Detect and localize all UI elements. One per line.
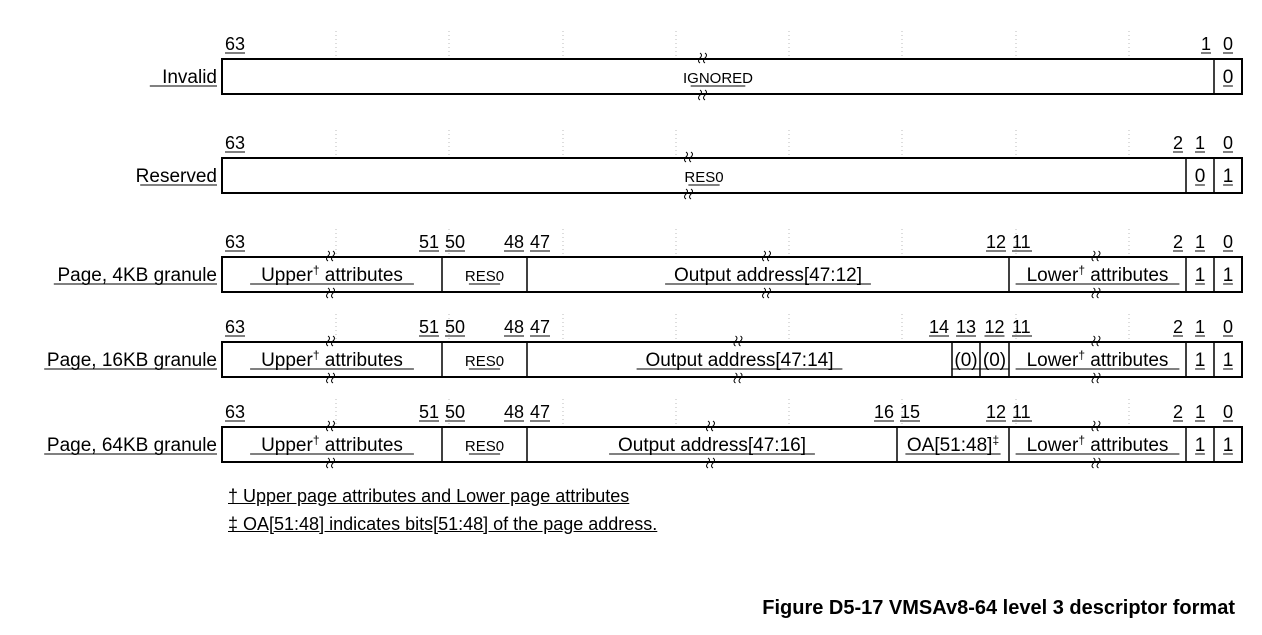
field xyxy=(1195,265,1206,286)
bit-number: 63 xyxy=(225,133,246,153)
field-label: Upper† attributes xyxy=(261,263,403,286)
field-label: IGNORED xyxy=(682,70,754,87)
field-label: 1 xyxy=(1222,166,1234,187)
bit-number: 11 xyxy=(1012,317,1031,337)
bit-number: 2 xyxy=(1172,317,1183,337)
register-row xyxy=(150,31,1242,100)
bit-number: 2 xyxy=(1172,232,1183,252)
bit-number: 11 xyxy=(1012,232,1031,252)
bit-number: 16 xyxy=(873,402,894,422)
bit-number: 1 xyxy=(1194,317,1206,337)
row-label: Page, 4KB granule xyxy=(57,265,217,286)
field-label: 0 xyxy=(1194,166,1206,187)
field-label: (0) xyxy=(982,350,1007,371)
field-label: Output address[47:16] xyxy=(617,435,807,456)
field-label: RES0 xyxy=(464,268,505,285)
bit-number: 12 xyxy=(984,317,1005,337)
field-label: 1 xyxy=(1222,435,1234,456)
field xyxy=(1195,435,1206,456)
field-label: 1 xyxy=(1194,265,1206,286)
bit-number: 48 xyxy=(503,317,524,337)
bit-number: 15 xyxy=(900,402,921,422)
field xyxy=(951,350,980,371)
note-dagger: † Upper page attributes and Lower page attributes xyxy=(228,486,630,506)
register-row xyxy=(44,314,1242,383)
field-label: (0) xyxy=(954,350,978,371)
bit-number: 2 xyxy=(1172,133,1183,153)
register-row xyxy=(136,130,1242,199)
bit-number: 51 xyxy=(418,232,439,252)
register-row xyxy=(44,399,1242,468)
field-label: Output address[47:12] xyxy=(673,265,863,286)
note-double-dagger: ‡ OA[51:48] indicates bits[51:48] of the page address. xyxy=(228,514,658,534)
field-label: Upper† attributes xyxy=(261,348,403,371)
bit-number: 0 xyxy=(1222,232,1234,252)
bit-number: 63 xyxy=(225,317,246,337)
field xyxy=(980,350,1009,371)
bit-number: 1 xyxy=(1194,133,1206,153)
bit-number: 2 xyxy=(1172,402,1183,422)
bit-number: 12 xyxy=(985,402,1006,422)
bit-number: 12 xyxy=(985,232,1006,252)
field xyxy=(465,268,504,285)
bit-number: 11 xyxy=(1012,402,1031,422)
bit-number: 50 xyxy=(445,232,466,252)
row-label: Reserved xyxy=(135,166,217,187)
field xyxy=(1223,265,1234,286)
bit-number: 51 xyxy=(418,402,439,422)
bit-number: 1 xyxy=(1200,34,1211,54)
field-label: 1 xyxy=(1222,350,1234,371)
register-row xyxy=(54,229,1242,298)
field-label: Upper† attributes xyxy=(261,433,403,456)
field-label: 1 xyxy=(1194,435,1206,456)
field xyxy=(905,433,1000,456)
field-label: RES0 xyxy=(464,353,505,370)
field-label: Lower† attributes xyxy=(1026,263,1169,286)
bit-number: 0 xyxy=(1222,402,1234,422)
bit-number: 13 xyxy=(955,317,977,337)
field-label: 1 xyxy=(1222,265,1234,286)
field xyxy=(1223,435,1234,456)
field xyxy=(465,438,504,455)
bit-number: 1 xyxy=(1194,402,1206,422)
bit-number: 51 xyxy=(418,317,439,337)
field xyxy=(1195,166,1206,187)
field xyxy=(465,353,504,370)
bit-number: 1 xyxy=(1194,232,1206,252)
field-label: OA[51:48]‡ xyxy=(906,433,1000,456)
row-label: Invalid xyxy=(162,67,217,88)
field-label: RES0 xyxy=(684,169,724,186)
field-label: RES0 xyxy=(464,438,505,455)
field-label: 0 xyxy=(1222,67,1234,88)
bit-number: 47 xyxy=(530,317,551,337)
bit-number: 47 xyxy=(530,232,551,252)
bit-number: 50 xyxy=(445,317,466,337)
bit-number: 63 xyxy=(225,34,246,54)
field-label: Output address[47:14] xyxy=(645,350,834,371)
field-label: Lower† attributes xyxy=(1026,433,1169,456)
bit-number: 0 xyxy=(1222,317,1234,337)
bit-number: 48 xyxy=(503,232,524,252)
row-label: Page, 16KB granule xyxy=(46,350,217,371)
field xyxy=(1223,350,1234,371)
bit-number: 47 xyxy=(530,402,551,422)
bit-number: 50 xyxy=(445,402,466,422)
bit-number: 14 xyxy=(928,317,949,337)
figure-caption: Figure D5-17 VMSAv8-64 level 3 descriptor format xyxy=(762,597,1235,619)
field xyxy=(1195,350,1206,371)
field xyxy=(1223,67,1234,88)
bit-number: 0 xyxy=(1222,133,1234,153)
field-label: 1 xyxy=(1194,350,1206,371)
field xyxy=(1223,166,1234,187)
register-box xyxy=(222,158,1242,193)
bit-number: 0 xyxy=(1222,34,1234,54)
row-label: Page, 64KB granule xyxy=(46,435,217,456)
bit-number: 63 xyxy=(225,232,246,252)
bit-number: 48 xyxy=(503,402,524,422)
bit-number: 63 xyxy=(225,402,246,422)
field-label: Lower† attributes xyxy=(1026,348,1169,371)
